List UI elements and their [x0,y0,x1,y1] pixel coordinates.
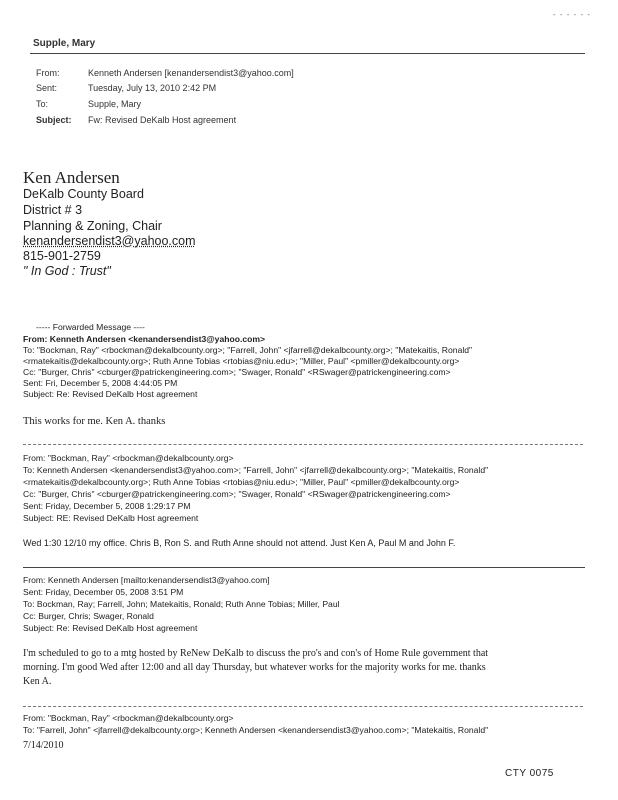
forwarded-body: This works for me. Ken A. thanks [23,416,166,427]
header-to [36,99,141,109]
header-subject [36,115,236,125]
msg2-from: From: "Bockman, Ray" <rbockman@dekalbcounty.org> [23,453,234,463]
subject-value: Fw: Revised DeKalb Host agreement [88,115,237,125]
subject-label: Subject: [36,115,72,125]
msg3-from: From: Kenneth Andersen [mailto:kenandersendist3@yahoo.com] [23,575,270,585]
forwarded-subject: Subject: Re: Revised DeKalb Host agreement [23,389,198,399]
from-label: From: [36,68,60,78]
forwarded-from: From: Kenneth Andersen <kenandersendist3@yahoo.com> [23,334,266,344]
msg2-sent: Sent: Friday, December 5, 2008 1:29:17 PM [23,501,191,511]
msg3-body-line2: morning. I'm good Wed after 12:00 and all day Thursday, but whatever works for the majority works for me. thanks [23,662,486,673]
sent-value: Tuesday, July 13, 2010 2:42 PM [88,83,217,93]
signature-phone: 815-901-2759 [23,249,101,263]
forwarded-sent: Sent: Fri, December 5, 2008 4:44:05 PM [23,378,178,388]
forwarded-marker: ----- Forwarded Message ---- [36,322,145,332]
forwarded-to-cont: <rmatekaitis@dekalbcounty.org>; Ruth Anne Tobias <rtobias@niu.edu>; "Miller, Paul" <pmiller@dekalbcounty.org> [23,356,460,366]
to-label: To: [36,99,49,109]
signature-motto: " In God : Trust" [23,264,111,278]
msg2-cc: Cc: "Burger, Chris" <cburger@patrickengineering.com>; "Swager, Ronald" <RSwager@patrickengineering.com> [23,489,451,499]
to-value: Supple, Mary [88,99,142,109]
signature-email: kenandersendist3@yahoo.com [23,234,196,248]
msg3-to: To: Bockman, Ray; Farrell, John; Matekaitis, Ronald; Ruth Anne Tobias; Miller, Paul [23,599,340,609]
corner-mark: - - - - - - [553,10,592,19]
signature-line3: Planning & Zoning, Chair [23,219,162,233]
msg2-to: To: Kenneth Andersen <kenandersendist3@yahoo.com>; "Farrell, John" <jfarrell@dekalbcounty.org>; "Matekaitis, Ronald" [23,465,489,475]
from-value: Kenneth Andersen [kenandersendist3@yahoo.com] [88,68,294,78]
divider [30,53,585,54]
bates-number: CTY 0075 [505,768,554,779]
divider [23,567,585,568]
signature-line1: DeKalb County Board [23,187,144,201]
msg2-to-cont: <rmatekaitis@dekalbcounty.org>; Ruth Anne Tobias <rtobias@niu.edu>; "Miller, Paul" <pmiller@dekalbcounty.org> [23,477,460,487]
footer-date: 7/14/2010 [23,740,64,751]
msg3-body-line3: Ken A. [23,676,52,687]
signature-line2: District # 3 [23,203,83,217]
msg4-from: From: "Bockman, Ray" <rbockman@dekalbcounty.org> [23,713,234,723]
forwarded-cc: Cc: "Burger, Chris" <cburger@patrickengineering.com>; "Swager, Ronald" <RSwager@patrickengineering.com> [23,367,451,377]
msg2-subject: Subject: RE: Revised DeKalb Host agreement [23,513,199,523]
signature-name: Ken Andersen [23,168,120,187]
msg2-body: Wed 1:30 12/10 my office. Chris B, Ron S. and Ruth Anne should not attend. Just Ken A, Paul M and John F. [23,538,456,548]
forwarded-to: To: "Bockman, Ray" <rbockman@dekalbcounty.org>; "Farrell, John" <jfarrell@dekalbcounty.org>; "Matekaitis, Ronald" [23,345,473,355]
msg4-to: To: "Farrell, John" <jfarrell@dekalbcounty.org>; Kenneth Andersen <kenandersendist3@yahoo.com>; "Matekaitis, Ronald" [23,725,489,735]
header-sent [36,83,216,93]
divider [23,444,583,445]
msg3-sent: Sent: Friday, December 05, 2008 3:51 PM [23,587,184,597]
header-from [36,68,294,78]
msg3-body-line1: I'm scheduled to go to a mtg hosted by ReNew DeKalb to discuss the pro's and con's of Home Rule government that [23,648,489,659]
msg3-cc: Cc: Burger, Chris; Swager, Ronald [23,611,154,621]
mailbox-owner: Supple, Mary [33,38,96,49]
msg3-subject: Subject: Re: Revised DeKalb Host agreement [23,623,198,633]
divider [23,706,583,707]
sent-label: Sent: [36,83,58,93]
